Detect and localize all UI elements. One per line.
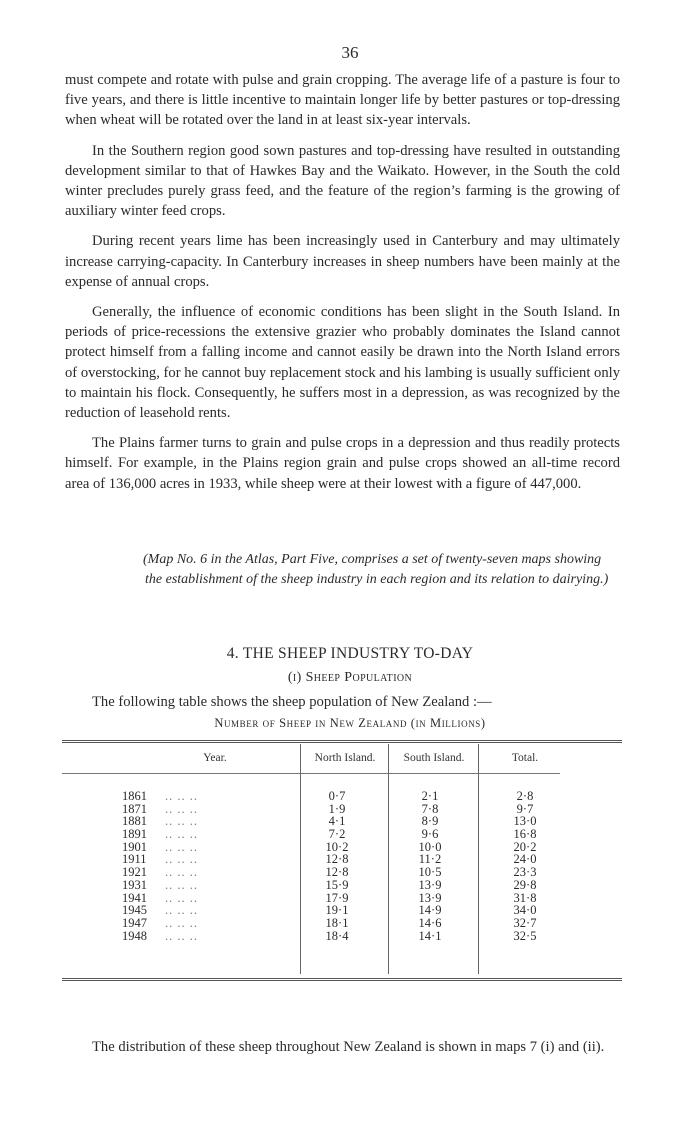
cell-year: 1901 — [122, 839, 147, 854]
paragraph-economic-conditions: Generally, the influence of economic conditions has been slight in the South Island. In periods of price-recessions the extensive grazier who probably dominates the Island cannot protect himself from a falling income and cannot easily be drawn into the North Island errors of overstocking, for he cannot buy replacement stock and his lambing is usually sufficient only to maintain his flock. Consequently, he suffers most in a depression, as was recognized by the reduction of leasehold rents. — [65, 304, 620, 422]
cell-year: 1945 — [122, 903, 147, 918]
sheep-population-table — [0, 790, 700, 942]
cell-south: 11·2 — [418, 852, 442, 867]
cell-south: 13·9 — [418, 877, 442, 892]
leader-dots: .. .. .. — [165, 839, 198, 854]
paragraph-southern-region: In the Southern region good sown pastures and top-dressing have resulted in outstanding development similar to that of Hawkes Bay and the Waikato. However, in the South the cold winter precludes purely grass feed, and the feature of the region’s farming is the growing of auxiliary winter feed crops. — [65, 142, 620, 220]
page-number: 36 — [341, 43, 359, 62]
column-header-total: Total. — [511, 752, 539, 764]
cell-total: 32·7 — [513, 915, 537, 930]
table-row — [0, 866, 700, 879]
cell-north: 18·4 — [325, 928, 349, 943]
subsection-heading: (i) Sheep Population — [287, 670, 413, 685]
cell-north: 15·9 — [325, 877, 349, 892]
leader-dots: .. .. .. — [165, 852, 198, 867]
body-text — [65, 70, 620, 504]
cell-south: 10·0 — [418, 839, 442, 854]
cell-year: 1921 — [122, 865, 147, 880]
cell-south: 13·9 — [418, 890, 442, 905]
cell-total: 16·8 — [513, 827, 537, 842]
table-row — [0, 879, 700, 892]
cell-total: 2·8 — [516, 789, 534, 803]
table-row — [0, 790, 700, 803]
leader-dots: .. .. .. — [165, 890, 198, 905]
cell-south: 14·1 — [418, 928, 442, 943]
table-row — [0, 892, 700, 905]
cell-total: 31·8 — [513, 890, 537, 905]
cell-north: 19·1 — [325, 903, 349, 918]
cell-south: 8·9 — [421, 814, 439, 829]
cell-north: 17·9 — [325, 890, 349, 905]
cell-year: 1871 — [122, 801, 147, 816]
table-bottom-rule — [62, 978, 622, 979]
cell-total: 20·2 — [513, 839, 537, 854]
closing-paragraph: The distribution of these sheep throughout New Zealand is shown in maps 7 (i) and (ii). — [92, 1038, 605, 1055]
table-top-rule-inner — [62, 742, 622, 743]
table-row — [0, 904, 700, 917]
table-row — [0, 917, 700, 930]
column-header-south-island: South Island. — [403, 752, 465, 764]
cell-total: 9·7 — [516, 801, 534, 816]
leader-dots: .. .. .. — [165, 814, 198, 829]
cell-year: 1861 — [122, 789, 147, 803]
table-row — [0, 828, 700, 841]
table-bottom-rule-inner — [62, 980, 622, 981]
leader-dots: .. .. .. — [165, 928, 198, 943]
cell-south: 14·6 — [418, 915, 442, 930]
paragraph-plains-farmer: The Plains farmer turns to grain and pulse crops in a depression and thus readily protects himself. For example, in the Plains region grain and pulse crops showed an all-time record area of 136,000 acres in 1933, while sheep were at their lowest with a figure of 447,000. — [65, 435, 620, 492]
leader-dots: .. .. .. — [165, 827, 198, 842]
cell-north: 12·8 — [325, 865, 349, 880]
cell-north: 12·8 — [325, 852, 349, 867]
table-row — [0, 803, 700, 816]
table-row — [0, 841, 700, 854]
column-header-year: Year. — [203, 752, 227, 764]
table-top-rule — [62, 740, 622, 741]
leader-dots: .. .. .. — [165, 801, 198, 816]
leader-dots: .. .. .. — [165, 877, 198, 892]
cell-north: 0·7 — [328, 789, 346, 803]
table-title: Number of Sheep in New Zealand (in Millions) — [214, 716, 486, 730]
cell-north: 10·2 — [325, 839, 349, 854]
leader-dots: .. .. .. — [165, 865, 198, 880]
leader-dots: .. .. .. — [165, 789, 198, 803]
section-heading: 4. THE SHEEP INDUSTRY TO-DAY — [226, 645, 474, 662]
cell-north: 4·1 — [328, 814, 346, 829]
table-row — [0, 815, 700, 828]
cell-year: 1881 — [122, 814, 147, 829]
cell-year: 1931 — [122, 877, 147, 892]
cell-north: 18·1 — [325, 915, 349, 930]
table-intro: The following table shows the sheep population of New Zealand :— — [92, 694, 492, 710]
cell-total: 13·0 — [513, 814, 537, 829]
cell-year: 1948 — [122, 928, 147, 943]
cell-total: 34·0 — [513, 903, 537, 918]
cell-north: 1·9 — [328, 801, 346, 816]
cell-year: 1941 — [122, 890, 147, 905]
cell-year: 1911 — [122, 852, 147, 867]
cell-south: 14·9 — [418, 903, 442, 918]
map-note: (Map No. 6 in the Atlas, Part Five, comprises a set of twenty-seven maps showing the establishment of the sheep industry in each region and its relation to dairying.) — [143, 552, 609, 587]
paragraph-continuation: must compete and rotate with pulse and grain cropping. The average life of a pasture is four to five years, and there is little incentive to maintain longer life by better pastures or top-dressing when wheat will be rotated over the land in at least six-year intervals. — [65, 72, 620, 129]
leader-dots: .. .. .. — [165, 915, 198, 930]
cell-total: 29·8 — [513, 877, 537, 892]
cell-south: 2·1 — [421, 789, 439, 803]
column-header-north-island: North Island. — [314, 752, 376, 764]
table-header-rule — [62, 773, 560, 774]
cell-year: 1891 — [122, 827, 147, 842]
cell-total: 24·0 — [513, 852, 537, 867]
cell-year: 1947 — [122, 915, 147, 930]
paragraph-canterbury-lime: During recent years lime has been increasingly used in Canterbury and may ultimately increase carrying-capacity. In Canterbury increases in sheep numbers have been mainly at the expense of annual crops. — [65, 233, 620, 290]
cell-total: 23·3 — [513, 865, 537, 880]
table-row — [0, 853, 700, 866]
cell-south: 10·5 — [418, 865, 442, 880]
cell-south: 7·8 — [421, 801, 439, 816]
table-row — [0, 930, 700, 943]
leader-dots: .. .. .. — [165, 903, 198, 918]
cell-total: 32·5 — [513, 928, 537, 943]
cell-south: 9·6 — [421, 827, 439, 842]
cell-north: 7·2 — [328, 827, 346, 842]
